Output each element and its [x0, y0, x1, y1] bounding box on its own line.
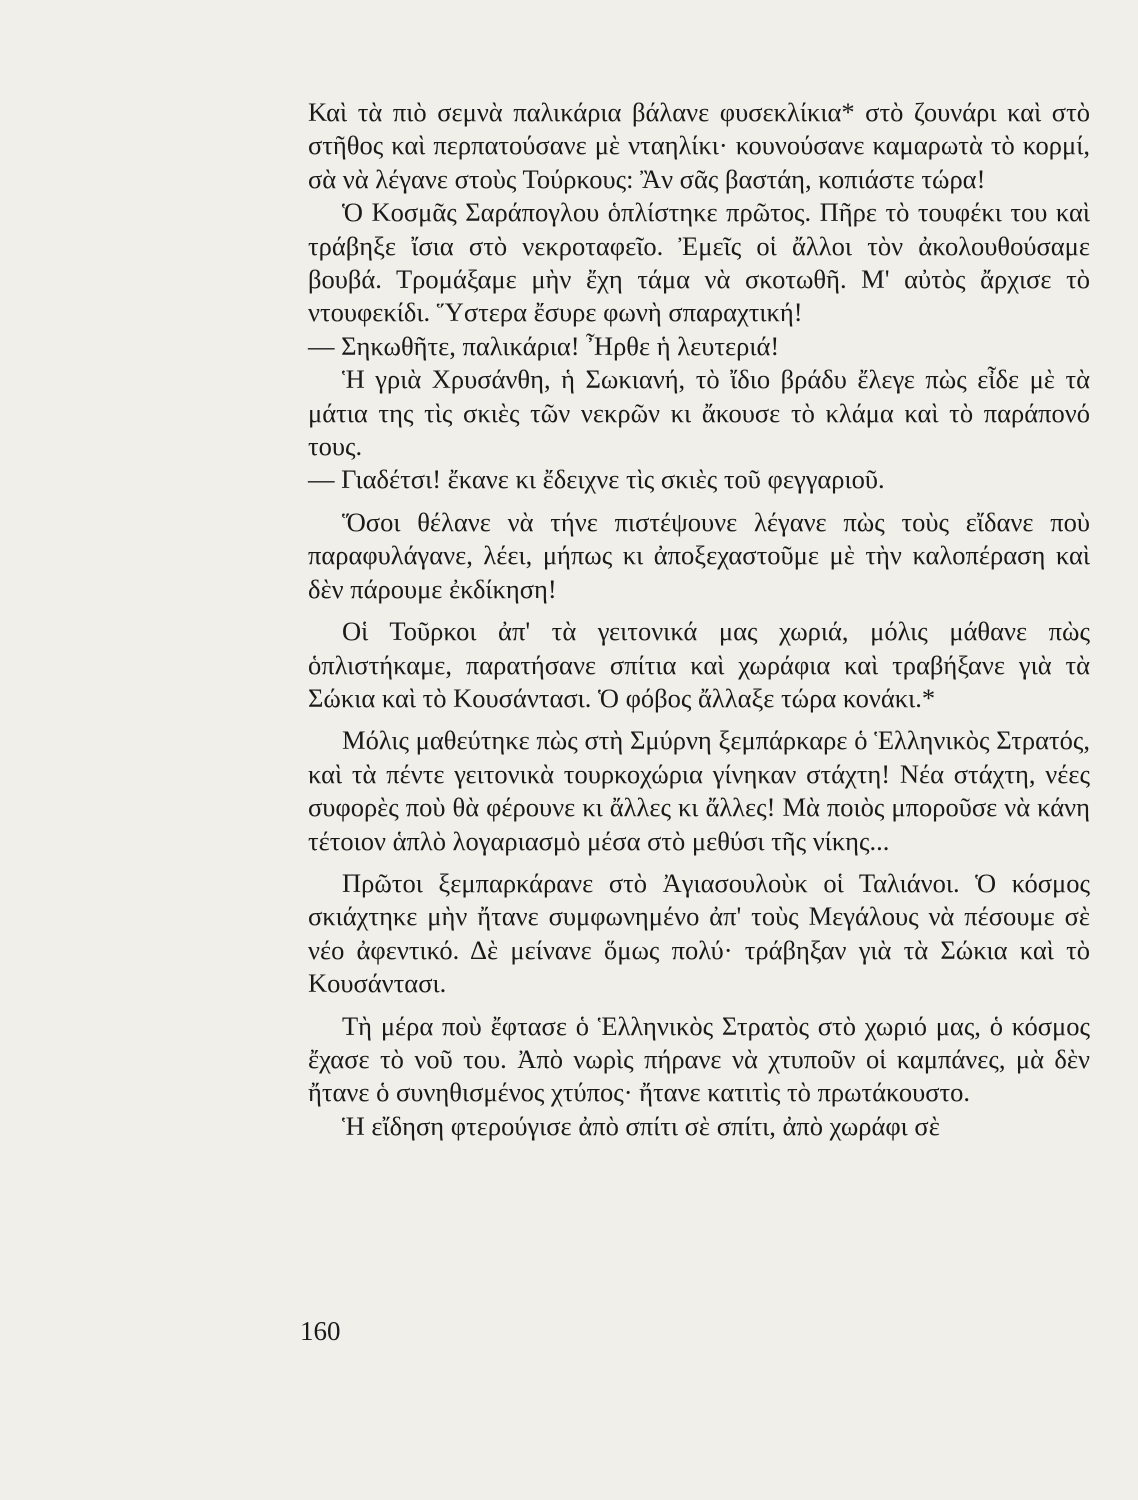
paragraph: Ἡ γριὰ Χρυσάνθη, ἡ Σωκιανή, τὸ ἴδιο βράδυ ἔλεγε πὼς εἶδε μὲ τὰ μάτια της τὶς σκιὲς τῶν νεκρῶν κι ἄκουσε τὸ κλάμα καὶ τὸ παράπονό τους. [308, 364, 1090, 462]
dialogue-line: — Σηκωθῆτε, παλικάρια! Ἦρθε ἡ λευτεριά! [308, 330, 780, 361]
page-body [308, 96, 1090, 1143]
dialogue-line: — Γιαδέτσι! ἔκανε κι ἔδειχνε τὶς σκιὲς τοῦ φεγγαριοῦ. [308, 464, 885, 495]
paragraph: Ὁ Κοσμᾶς Σαράπογλου ὁπλίστηκε πρῶτος. Πῆρε τὸ τουφέκι του καὶ τράβηξε ἴσια στὸ νεκροταφεῖο. Ἐμεῖς οἱ ἄλλοι τὸν ἀκολουθούσαμε βουβά. Τρομάξαμε μὴν ἔχη τάμα νὰ σκοτωθῆ. Μ' αὐτὸς ἄρχισε τὸ ντουφεκίδι. Ὕστερα ἔσυρε φωνὴ σπαραχτική! [308, 197, 1090, 328]
paragraph: Ὅσοι θέλανε νὰ τήνε πιστέψουνε λέγανε πὼς τοὺς εἴδανε ποὺ παραφυλάγανε, λέει, μήπως κι ἀποξεχαστοῦμε μὲ τὴν καλοπέραση καὶ δὲν πάρουμε ἐκδίκηση! [308, 506, 1090, 604]
paragraph: Καὶ τὰ πιὸ σεμνὰ παλικάρια βάλανε φυσεκλίκια* στὸ ζουνάρι καὶ στὸ στῆθος καὶ περπατούσανε μὲ νταηλίκι· κουνούσανε καμαρωτὰ τὸ κορμί, σὰ νὰ λέγανε στοὺς Τούρκους: Ἂν σᾶς βαστάη, κοπιάστε τώρα! [308, 97, 1090, 194]
paragraph: Πρῶτοι ξεμπαρκάρανε στὸ Ἀγιασουλοὺκ οἱ Ταλιάνοι. Ὁ κόσμος σκιάχτηκε μὴν ἤτανε συμφωνημένο ἀπ' τοὺς Μεγάλους νὰ πέσουμε σὲ νέο ἀφεντικό. Δὲ μείνανε ὅμως πολύ· τράβηξαν γιὰ τὰ Σώκια καὶ τὸ Κουσάντασι. [308, 867, 1090, 999]
page-number: 160 [300, 1316, 341, 1346]
paragraph: Οἱ Τοῦρκοι ἀπ' τὰ γειτονικά μας χωριά, μόλις μάθανε πὼς ὁπλιστήκαμε, παρατήσανε σπίτια καὶ χωράφια καὶ τραβήξανε γιὰ τὰ Σώκια καὶ τὸ Κουσάντασι. Ὁ φόβος ἄλλαξε τώρα κονάκι.* [308, 616, 1090, 713]
paragraph: Ἡ εἴδηση φτερούγισε ἀπὸ σπίτι σὲ σπίτι, ἀπὸ χωράφι σὲ [342, 1110, 940, 1141]
paragraph: Μόλις μαθεύτηκε πὼς στὴ Σμύρνη ξεμπάρκαρε ὁ Ἑλληνικὸς Στρατός, καὶ τὰ πέντε γειτονικὰ τουρκοχώρια γίνηκαν στάχτη! Νέα στάχτη, νέες συφορὲς ποὺ θὰ φέρουνε κι ἄλλες κι ἄλλες! Μὰ ποιὸς μποροῦσε νὰ κάνη τέτοιον ἁπλὸ λογαριασμὸ μέσα στὸ μεθύσι τῆς νίκης... [308, 725, 1090, 856]
paragraph: Τὴ μέρα ποὺ ἔφτασε ὁ Ἑλληνικὸς Στρατὸς στὸ χωριό μας, ὁ κόσμος ἔχασε τὸ νοῦ του. Ἀπὸ νωρὶς πήρανε νὰ χτυποῦν οἱ καμπάνες, μὰ δὲν ἤτανε ὁ συνηθισμένος χτύπος· ἤτανε κατιτὶς τὸ πρωτάκουστο. [308, 1010, 1090, 1108]
